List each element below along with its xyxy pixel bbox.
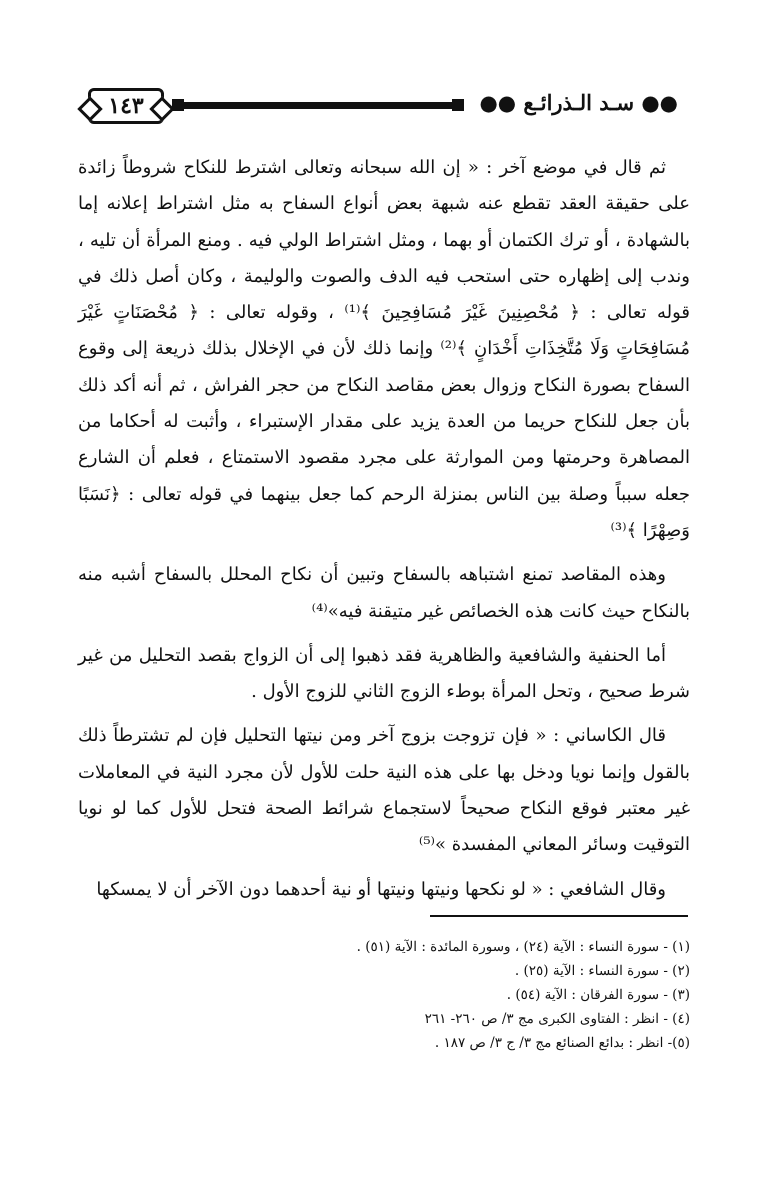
running-title: ●● سـد الـذرائـع ●●	[479, 90, 678, 115]
footnote: (٥)- انظر : بدائع الصنائع مج ٣/ ج ٣/ ص ١٨٧ .	[434, 1035, 690, 1051]
paragraph: أما الحنفية والشافعية والظاهرية فقد ذهبوا إلى أن الزواج بقصد التحليل من غير شرط صحيح ، وتحل المرأة بوطء الزوج الثاني للزوج الأول .	[78, 644, 690, 703]
footnote: (٢) - سورة النساء : الآية (٢٥) .	[514, 963, 690, 979]
main-text	[78, 150, 690, 916]
footnote: (٣) - سورة الفرقان : الآية (٥٤) .	[506, 987, 690, 1003]
header-rule	[178, 102, 458, 109]
page-number: ١٤٣	[108, 93, 144, 119]
footnote-separator	[430, 915, 688, 917]
footnotes	[78, 935, 690, 1055]
paragraph: قال الكاساني : « فإن تزوجت بزوج آخر ومن نيتها التحليل فإن لم تشترطاً ذلك بالقول وإنما نويا ودخل بها على هذه النية حلت للأول لأن مجرد النية في المعاملات غير معتبر فوقع النكاح صحيحاً لاستجماع شرائط الصحة فتحل للأول كما لو نويا التوقيت وسائر المعاني المفسدة »⁽⁵⁾	[78, 725, 690, 856]
paragraph: وهذه المقاصد تمنع اشتباهه بالسفاح وتبين أن نكاح المحلل بالسفاح أشبه منه بالنكاح حيث كانت هذه الخصائص غير متيقنة فيه»⁽⁴⁾	[78, 564, 690, 622]
page-number-badge	[88, 88, 164, 124]
footnote: (٤) - انظر : الفتاوى الكبرى مج ٣/ ص ٢٦٠- ٢٦١	[424, 1011, 690, 1027]
paragraph: ثم قال في موضع آخر : « إن الله سبحانه وتعالى اشترط للنكاح شروطاً زائدة على حقيقة العقد تقطع عنه شبهة بعض أنواع السفاح به مثل اشتراط إعلانه إما بالشهادة ، أو ترك الكتمان أو بهما ، ومثل اشتراط الولي فيه . ومنع المرأة أن تليه ، وندب إلى إظهاره حتى استحب فيه الدف والصوت والوليمة ، وكان أصل ذلك في قوله تعالى : ﴿ مُحْصِنِينَ غَيْرَ مُسَافِحِينَ ﴾⁽¹⁾ ، وقوله تعالى : ﴿ مُحْصَنَاتٍ غَيْرَ مُسَافِحَاتٍ وَلَا مُتَّخِذَاتِ أَخْدَانٍ ﴾⁽²⁾ وإنما ذلك لأن في الإخلال بذلك ذريعة إلى وقوع السفاح بصورة النكاح وزوال بعض مقاصد النكاح من حجر الفراش ، ثم أنه أكد ذلك بأن جعل للنكاح حريما من العدة يزيد على مقدار الإستبراء ، وأثبت له أحكاما من المصاهرة وحرمتها ومن الموارثة على مجرد مقصود الاستمتاع ، فعلم أن الشارع جعله سبباً وصلة بين الناس بمنزلة الرحم كما جعل بينهما في قوله تعالى : ﴿نَسَبًا وَصِهْرًا ﴾⁽³⁾	[78, 157, 691, 541]
page-header	[88, 88, 678, 128]
footnote: (١) - سورة النساء : الآية (٢٤) ، وسورة المائدة : الآية (٥١) .	[356, 939, 690, 955]
paragraph: وقال الشافعي : « لو نكحها ونيتها ونيتها أو نية أحدهما دون الآخر أن لا يمسكها	[96, 878, 666, 900]
